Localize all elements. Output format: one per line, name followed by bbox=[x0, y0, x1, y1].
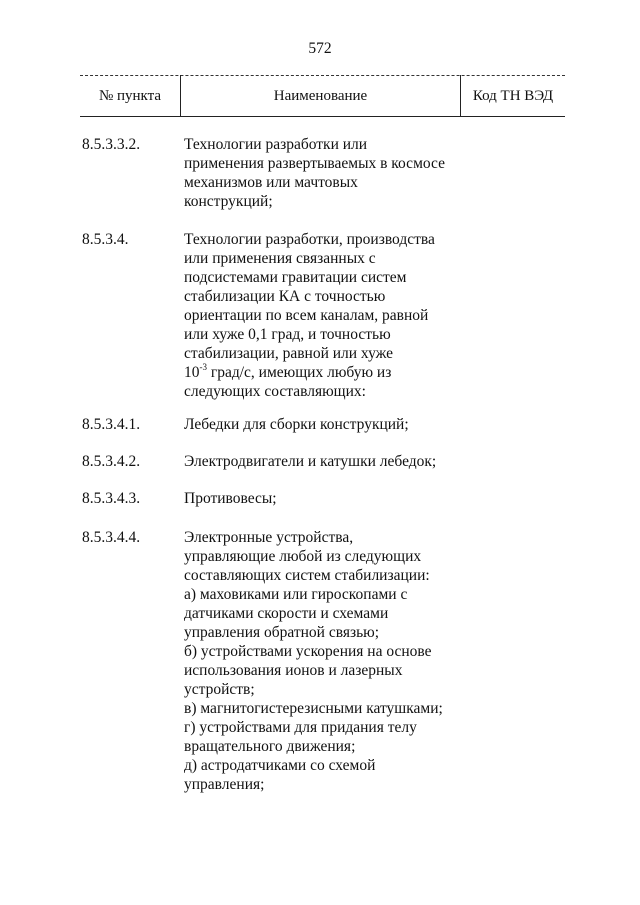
header-col-number: № пункта bbox=[98, 88, 162, 104]
item-text bbox=[184, 528, 464, 794]
text-line-with-exponent bbox=[184, 363, 464, 382]
header-col-name: Наименование bbox=[273, 88, 368, 104]
item-text bbox=[184, 135, 464, 211]
exponent-base: 10 bbox=[184, 364, 200, 381]
item-number: 8.5.3.4.2. bbox=[82, 453, 141, 470]
text-line: механизмов или мачтовых bbox=[184, 174, 358, 191]
header-col-code: Код ТН ВЭД bbox=[472, 88, 554, 104]
page-number: 572 bbox=[308, 40, 332, 57]
item-text bbox=[184, 230, 464, 401]
text-line: или применения связанных с bbox=[184, 250, 376, 267]
item-number: 8.5.3.4.1. bbox=[82, 416, 141, 433]
text-line: Противовесы; bbox=[184, 490, 277, 507]
exponent-superscript: -3 bbox=[199, 361, 207, 372]
text-line: использования ионов и лазерных bbox=[184, 662, 403, 679]
text-line: вращательного движения; bbox=[184, 738, 356, 755]
item-number: 8.5.3.4. bbox=[82, 231, 129, 248]
item-text bbox=[184, 452, 464, 471]
text-line: стабилизации КА с точностью bbox=[184, 288, 386, 305]
text-line: управления; bbox=[184, 776, 265, 793]
text-line: или хуже 0,1 град, и точностью bbox=[184, 326, 391, 343]
text-line: Электронные устройства, bbox=[184, 529, 354, 546]
text-line: г) устройствами для придания телу bbox=[184, 719, 417, 736]
text-line: стабилизации, равной или хуже bbox=[184, 345, 394, 362]
item-text bbox=[184, 489, 464, 508]
text-line: ориентации по всем каналам, равной bbox=[184, 307, 429, 324]
text-line: подсистемами гравитации систем bbox=[184, 269, 407, 286]
header-top-rule bbox=[80, 75, 565, 76]
text-line: датчиками скорости и схемами bbox=[184, 605, 389, 622]
text-line: управления обратной связью; bbox=[184, 624, 380, 641]
text-line: составляющих систем стабилизации: bbox=[184, 567, 430, 584]
text-line: применения развертываемых в космосе bbox=[184, 155, 445, 172]
text-line: конструкций; bbox=[184, 193, 273, 210]
text-line: управляющие любой из следующих bbox=[184, 548, 422, 565]
text-line: устройств; bbox=[184, 681, 255, 698]
text-line: а) маховиками или гироскопами с bbox=[184, 586, 408, 603]
text-line: д) астродатчиками со схемой bbox=[184, 757, 376, 774]
text-line: Технологии разработки или bbox=[184, 136, 368, 153]
text-line: Технологии разработки, производства bbox=[184, 231, 435, 248]
text-line: Лебедки для сборки конструкций; bbox=[184, 416, 409, 433]
item-number: 8.5.3.4.4. bbox=[82, 529, 141, 546]
header-bottom-rule bbox=[80, 116, 565, 117]
exponent-rest: град/с, имеющих любую из bbox=[207, 364, 392, 381]
item-number: 8.5.3.3.2. bbox=[82, 136, 141, 153]
text-line: Электродвигатели и катушки лебедок; bbox=[184, 453, 437, 470]
text-line: следующих составляющих: bbox=[184, 383, 366, 400]
text-line: в) магнитогистерезисными катушками; bbox=[184, 700, 443, 717]
item-number: 8.5.3.4.3. bbox=[82, 490, 141, 507]
text-line: б) устройствами ускорения на основе bbox=[184, 643, 432, 660]
item-text bbox=[184, 415, 464, 434]
